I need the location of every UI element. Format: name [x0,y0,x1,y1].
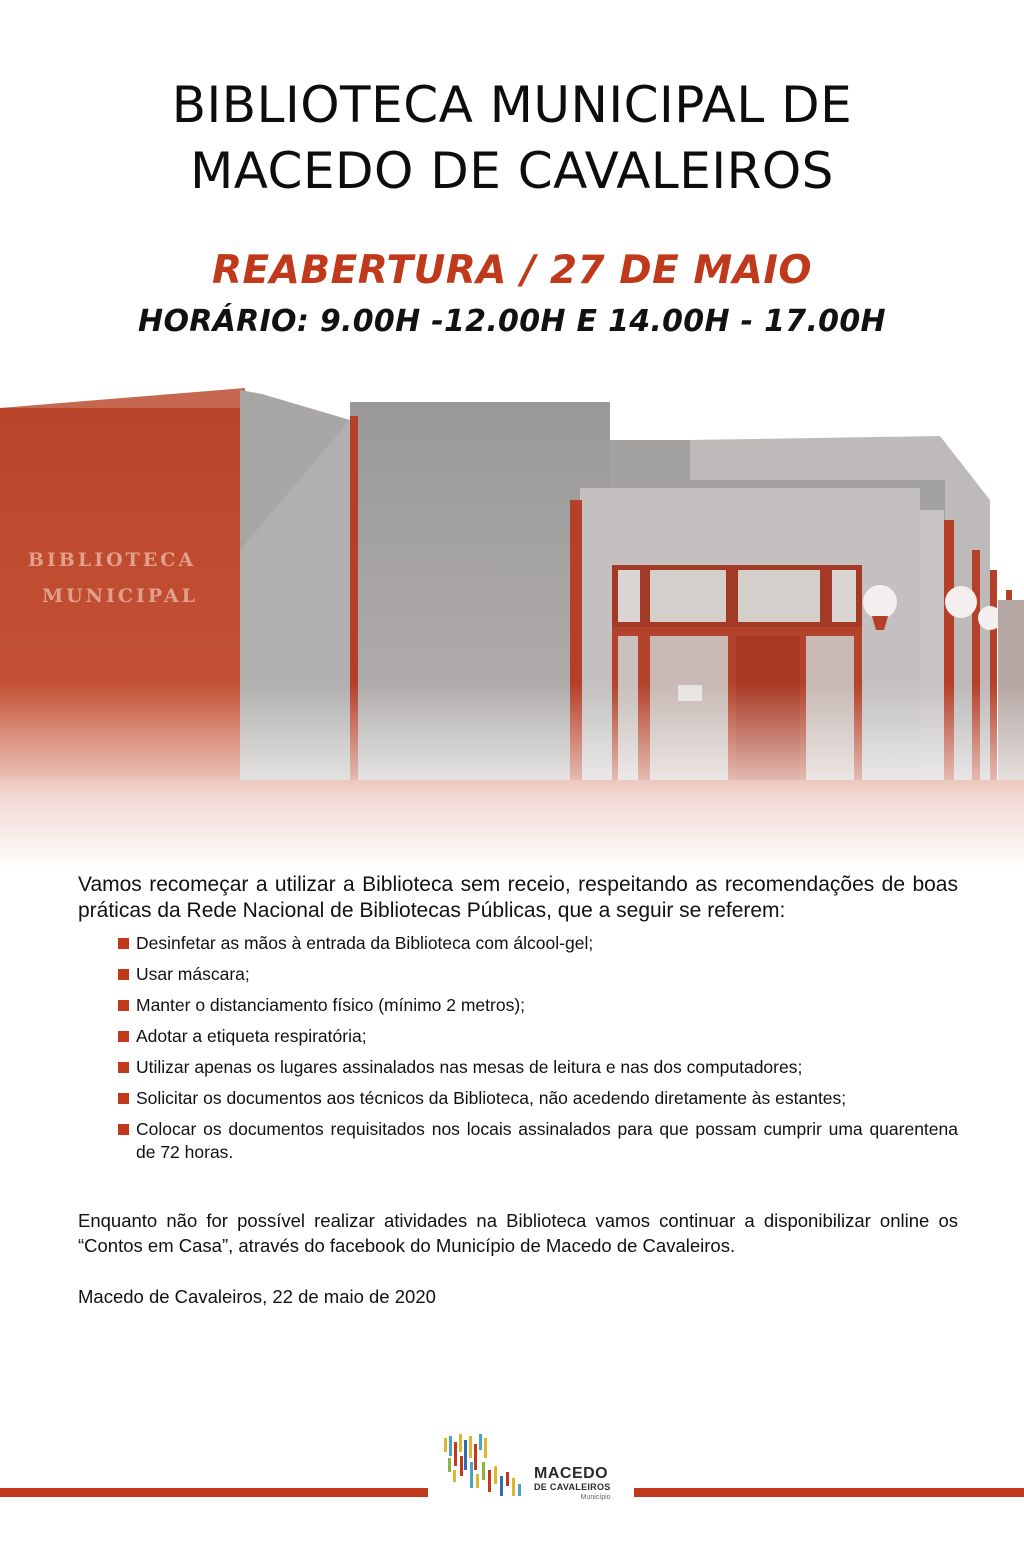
list-item: Utilizar apenas os lugares assinalados nas mesas de leitura e nas dos computadores; [118,1056,958,1079]
square-bullet-icon [118,1124,129,1135]
library-building-photo [0,380,1024,870]
reopening-date: REABERTURA / 27 DE MAIO [212,248,812,293]
footer-rule-right [634,1488,1024,1497]
title-line-2: MACEDO DE CAVALEIROS [190,142,834,200]
list-item: Solicitar os documentos aos técnicos da Biblioteca, não acedendo diretamente às estantes; [118,1087,958,1110]
opening-hours: HORÁRIO: 9.00H -12.00H E 14.00H - 17.00H [138,304,886,339]
list-item: Adotar a etiqueta respiratória; [118,1025,958,1048]
logo-tagline: Município [580,1494,611,1501]
logo-wordmark [534,1466,611,1502]
square-bullet-icon [118,1000,129,1011]
recommendations-list [78,932,958,1164]
title-line-1: BIBLIOTECA MUNICIPAL DE [171,76,853,134]
square-bullet-icon [118,1093,129,1104]
library-building-illustration [0,380,1024,870]
list-item: Desinfetar as mãos à entrada da Biblioteca com álcool-gel; [118,932,958,955]
square-bullet-icon [118,1031,129,1042]
notice-body [78,872,958,1309]
list-item: Colocar os documentos requisitados nos locais assinalados para que possam cumprir uma quarentena de 72 horas. [118,1118,958,1164]
square-bullet-icon [118,938,129,949]
closing-paragraph: Enquanto não for possível realizar atividades na Biblioteca vamos continuar a disponibilizar online os “Contos em Casa”, através do facebook do Município de Macedo de Cavaleiros. [78,1210,958,1256]
footer-rule-left [0,1488,428,1497]
page-title [0,72,1024,204]
date-line: Macedo de Cavaleiros, 22 de maio de 2020 [78,1286,436,1307]
logo-name: MACEDO [534,1465,609,1482]
square-bullet-icon [118,969,129,980]
intro-paragraph: Vamos recomeçar a utilizar a Biblioteca sem receio, respeitando as recomendações de boas práticas da Rede Nacional de Bibliotecas Públicas, que a seguir se referem: [78,873,958,922]
list-item: Usar máscara; [118,963,958,986]
logo-subname: DE CAVALEIROS [534,1482,611,1492]
list-item: Manter o distanciamento físico (mínimo 2 metros); [118,994,958,1017]
square-bullet-icon [118,1062,129,1073]
